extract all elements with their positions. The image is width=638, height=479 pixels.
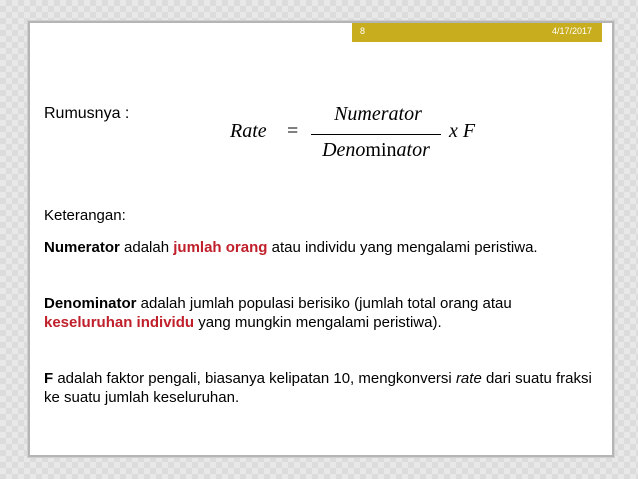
numerator-paragraph: Numerator adalah jumlah orang atau individu yang mengalami peristiwa. (44, 239, 538, 256)
denominator-paragraph: Denominator adalah jumlah populasi berisiko (jumlah total orang atau keseluruhan individu yang mungkin mengalami peristiwa). (44, 295, 512, 331)
keterangan-heading: Keterangan: (44, 207, 126, 224)
formula-denominator: Denominator (322, 139, 430, 161)
rate-formula (200, 85, 500, 165)
formula-lhs: Rate (230, 120, 267, 142)
header-bar (352, 23, 602, 42)
formula-numerator: Numerator (334, 103, 422, 125)
formula-label: Rumusnya : (44, 105, 130, 122)
formula-multiplier: x F (449, 120, 476, 142)
slide (28, 21, 614, 457)
f-paragraph: F adalah faktor pengali, biasanya kelipatan 10, mengkonversi rate dari suatu fraksi ke suatu jumlah keseluruhan. (44, 370, 592, 406)
fraction-bar (311, 134, 441, 135)
formula-equals: = (287, 120, 299, 142)
slide-date: 4/17/2017 (551, 26, 592, 36)
slide-number: 8 (360, 26, 366, 36)
